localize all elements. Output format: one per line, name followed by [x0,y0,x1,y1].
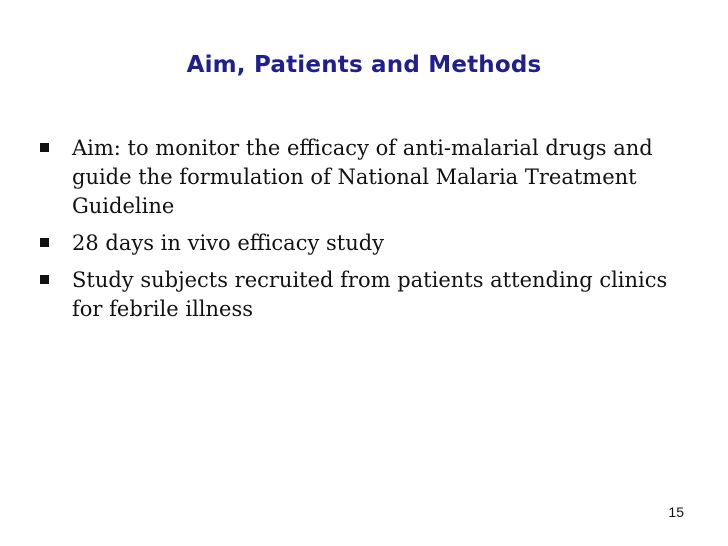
bullet-text: 28 days in vivo efficacy study [72,231,385,255]
bullet-text: Study subjects recruited from patients attending clinics for febrile illness [72,268,668,321]
square-bullet-icon [40,143,49,152]
page-number: 15 [668,504,684,520]
bullet-text: Aim: to monitor the efficacy of anti-malarial drugs and guide the formulation of National Malaria Treatment Guideline [72,136,653,218]
bullet-item-study-subjects [38,266,678,324]
bullet-list [38,134,678,332]
slide-title: Aim, Patients and Methods [186,52,542,78]
bullet-item-aim [38,134,678,221]
square-bullet-icon [40,238,49,247]
square-bullet-icon [40,275,49,284]
bullet-item-study-duration [38,229,678,258]
